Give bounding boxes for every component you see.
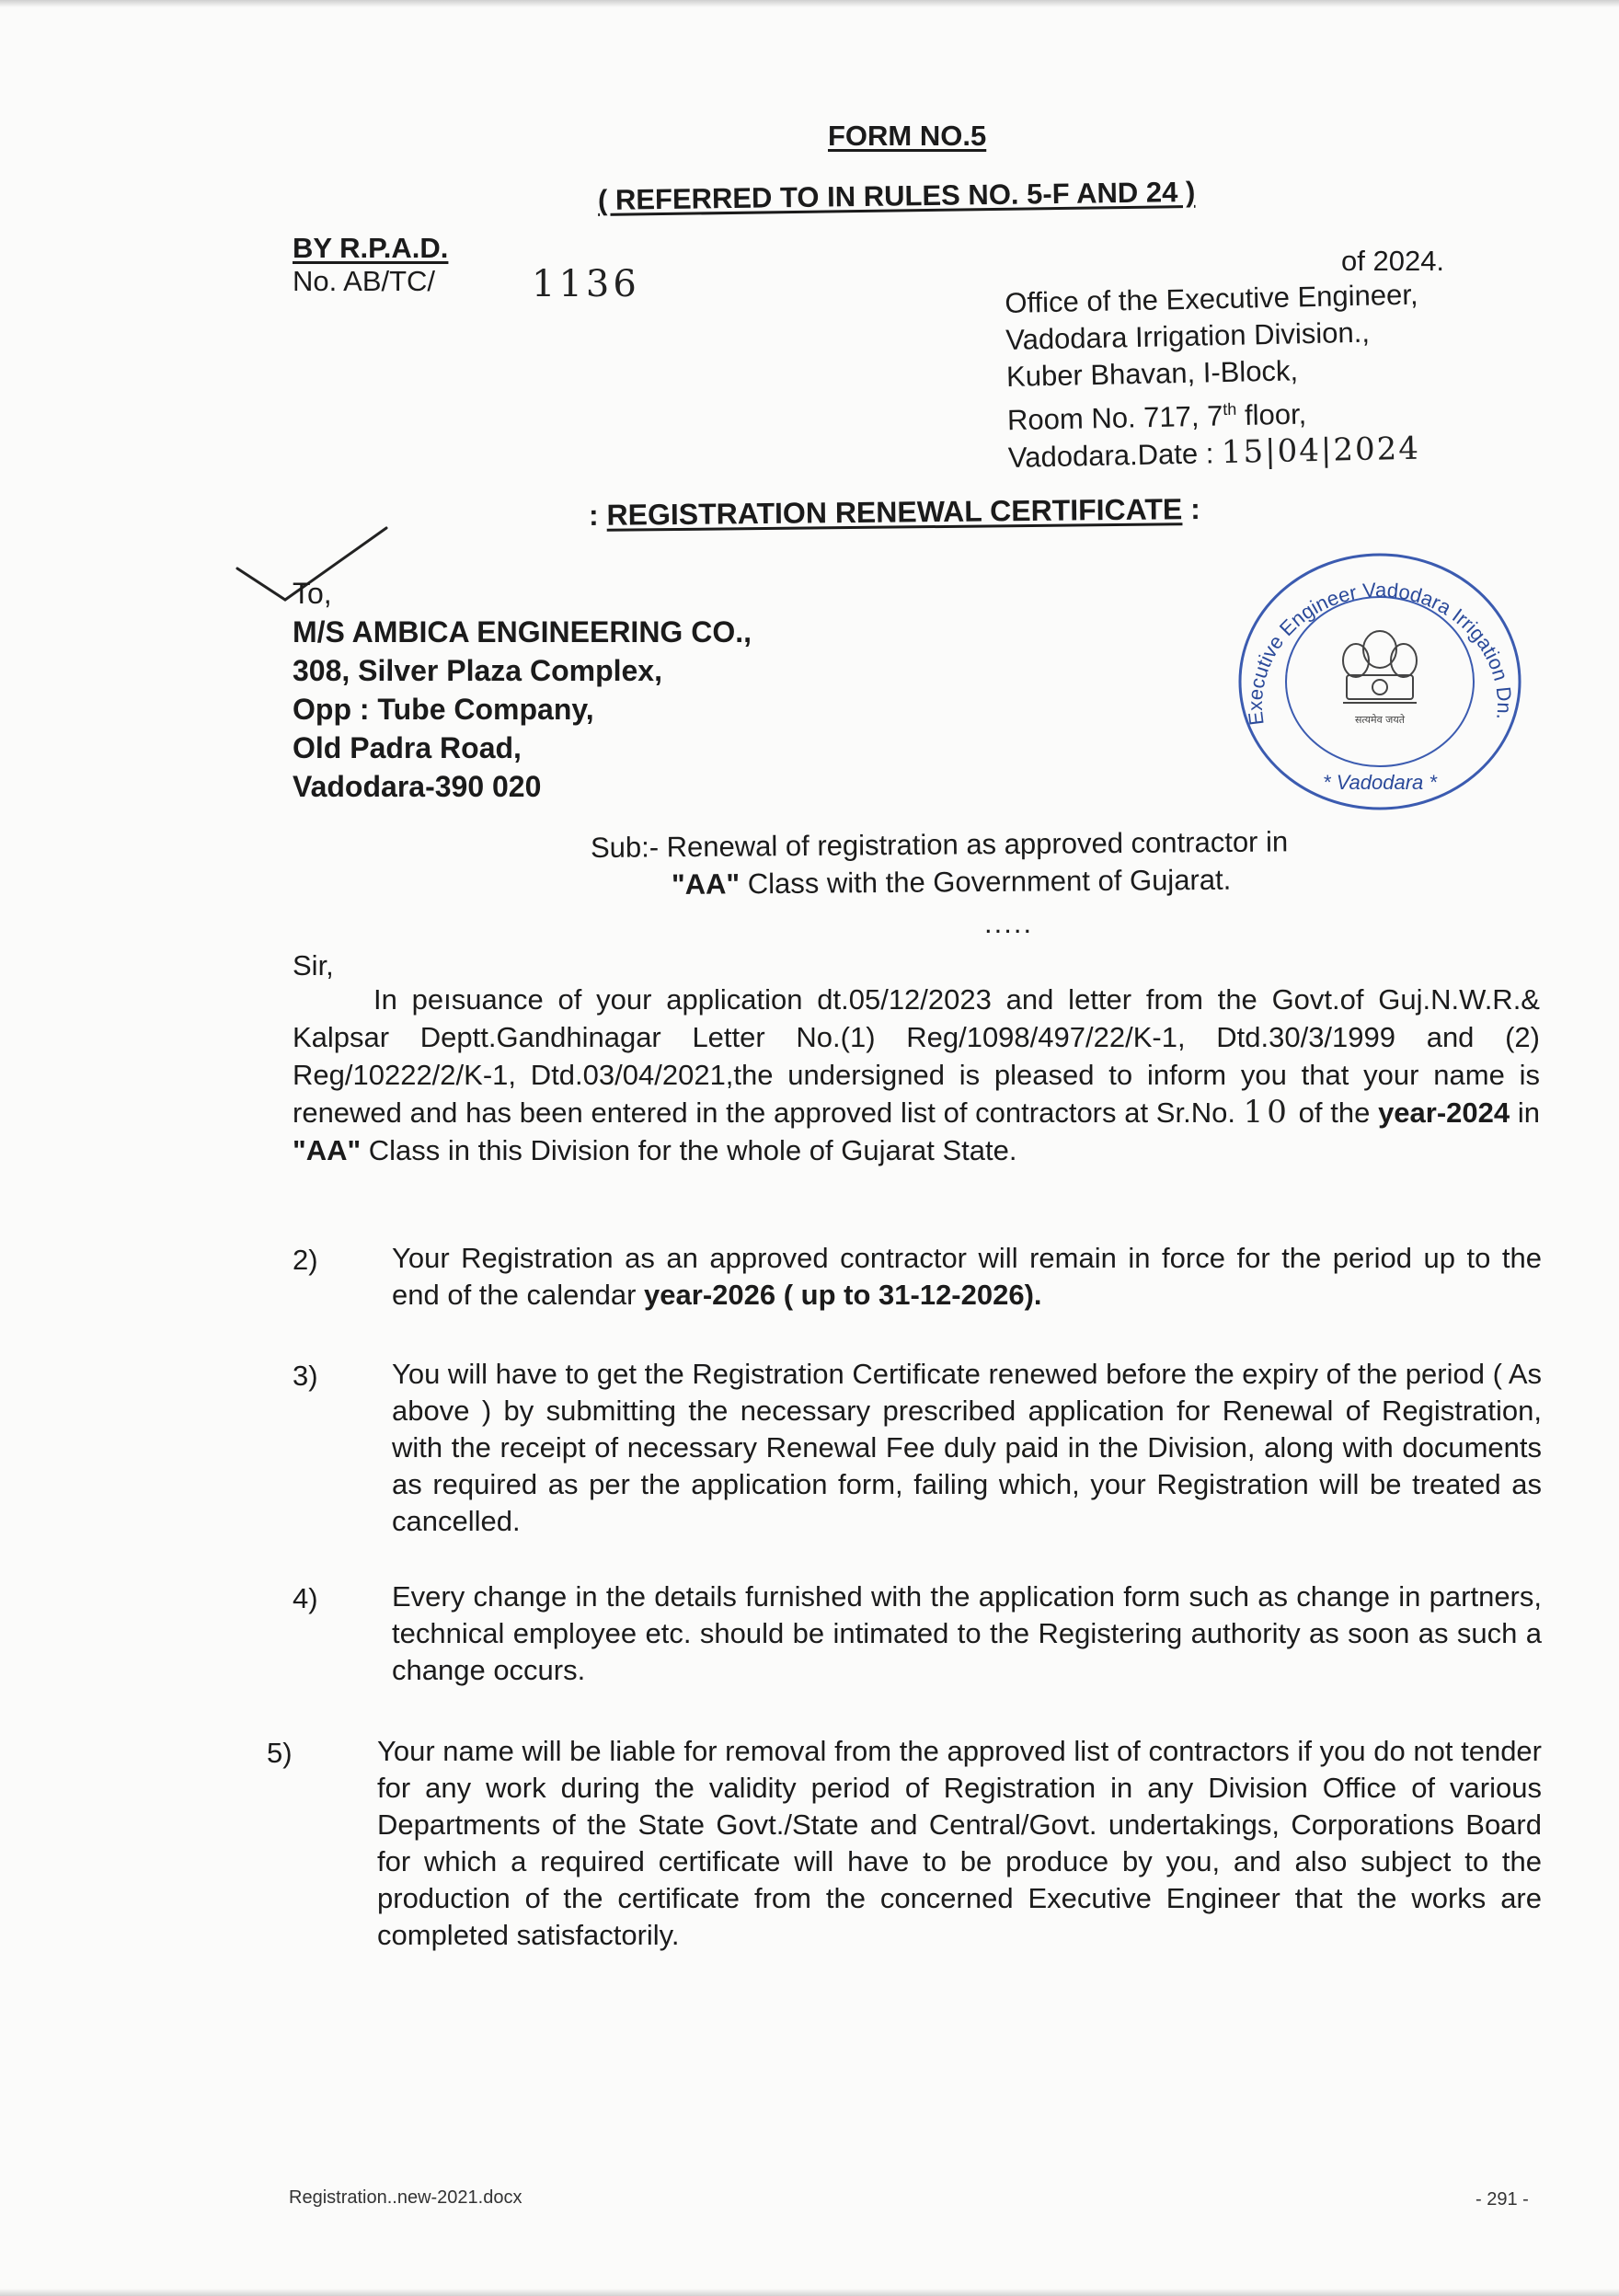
clause-2-text xyxy=(392,1240,1542,1314)
date-label: Vadodara.Date : xyxy=(1007,437,1223,475)
scan-edge-top xyxy=(0,0,1619,7)
subject-dots: ..... xyxy=(984,907,1034,939)
clause-4-number: 4) xyxy=(293,1582,318,1614)
scan-edge-bottom xyxy=(0,2289,1619,2296)
office-line-2: Vadodara Irrigation Division., xyxy=(1005,316,1371,356)
dispatch-number-prefix: No. AB/TC/ xyxy=(293,265,436,297)
seal-arc-right: Vadodara Irrigation Dn. xyxy=(1361,578,1517,721)
footer-filename: Registration..new-2021.docx xyxy=(289,2187,522,2208)
paragraph-1 xyxy=(293,981,1540,1169)
recipient-address-1: 308, Silver Plaza Complex, xyxy=(293,654,662,687)
clause-3-number: 3) xyxy=(293,1360,318,1392)
certificate-heading xyxy=(589,490,1200,534)
dispatch-number-handwritten: 1136 xyxy=(532,263,640,305)
clause-4-text: Every change in the details furnished with the application form such as change in partners, technical employee etc. should be intimated to the Registering authority as soon as such a change occurs. xyxy=(392,1580,1542,1686)
heading-title: REGISTRATION RENEWAL CERTIFICATE xyxy=(606,492,1183,532)
para1-class: "AA" xyxy=(293,1134,362,1166)
seal-arc-left: Executive Engineer xyxy=(1243,580,1359,727)
recipient-name: M/S AMBICA ENGINEERING CO., xyxy=(293,615,752,649)
dispatch-year: of 2024. xyxy=(1341,245,1445,277)
recipient-to: To, xyxy=(293,577,332,610)
clause-5-number: 5) xyxy=(267,1737,293,1769)
subject-class: "AA" xyxy=(671,867,741,901)
heading-suffix: : xyxy=(1182,492,1201,526)
para1-text-b: of the xyxy=(1290,1096,1379,1129)
date-handwritten: 15|04|2024 xyxy=(1221,430,1421,472)
footer-page-number: - 291 - xyxy=(1475,2189,1529,2210)
office-floor: floor, xyxy=(1236,397,1307,432)
seal-arc-text xyxy=(1244,579,1516,727)
subject-line-2 xyxy=(672,862,1232,903)
heading-prefix: : xyxy=(588,498,607,532)
form-title: FORM NO.5 xyxy=(828,120,987,152)
para1-year: year-2024 xyxy=(1378,1096,1510,1129)
office-date-line xyxy=(1008,430,1422,476)
para1-text-a: In peısuance of your application dt.05/12/2023 and letter from the Govt.of Guj.N.W.R.& Kalpsar Deptt.Gandhinagar Letter No.(1) Reg/1098/497/22/K-1, Dtd.30/3/1999 and (2) Reg/10222/2/K-1, Dtd.03/04/2021,the undersigned is pleased to inform you that your name is renewed and has been entered in the approved list of contractors at Sr.No. xyxy=(293,983,1540,1129)
para1-text-c: in xyxy=(1510,1096,1540,1129)
office-address xyxy=(1005,277,1421,477)
office-line-3: Kuber Bhavan, I-Block, xyxy=(1005,354,1299,393)
subject-class-rest: Class with the Government of Gujarat. xyxy=(740,863,1232,901)
clause-2-body: Your Registration as an approved contractor will remain in force for the period up to the end of the calendar xyxy=(392,1242,1542,1311)
office-floor-sup: th xyxy=(1223,399,1237,419)
clause-2-number: 2) xyxy=(293,1244,318,1276)
office-room: Room No. 717, 7 xyxy=(1006,399,1223,437)
recipient-address-4: Vadodara-390 020 xyxy=(293,770,542,803)
recipient-address-2: Opp : Tube Company, xyxy=(293,693,594,726)
clause-2-bold: year-2026 ( up to 31-12-2026). xyxy=(644,1279,1042,1311)
sr-no-handwritten: 10 xyxy=(1243,1094,1291,1131)
clause-3-text: You will have to get the Registration Certificate renewed before the expiry of the period ( As above ) by submitting the necessary prescribed application for Renewal of Registration, with the receipt of necessary Renewal Fee duly paid in the Division, along with documents as required as per the application form, failing which, your Registration will be treated as cancelled. xyxy=(392,1358,1542,1537)
recipient-block xyxy=(293,574,752,806)
emblem-motto: सत्यमेव जयते xyxy=(1354,714,1406,726)
state-emblem-icon xyxy=(1343,631,1417,703)
dispatch-mode: BY R.P.A.D. xyxy=(293,232,449,264)
recipient-address-3: Old Padra Road, xyxy=(293,731,522,764)
subject-line-1: Sub:- Renewal of registration as approved contractor in xyxy=(590,825,1289,864)
para1-text-d: Class in this Division for the whole of Gujarat State. xyxy=(361,1134,1017,1166)
official-seal xyxy=(1233,548,1527,815)
form-referred: ( REFERRED TO IN RULES NO. 5-F AND 24 ) xyxy=(597,175,1196,216)
office-line-1: Office of the Executive Engineer, xyxy=(1005,278,1418,319)
seal-bottom-text: * Vadodara * xyxy=(1323,771,1437,794)
salutation: Sir, xyxy=(293,949,334,982)
clause-5-text: Your name will be liable for removal from the approved list of contractors if you do not tender for any work during the validity period of Registration in any Division Office of various Departments of the State Govt./State and Central/Govt. undertakings, Corporations Board for which a required certificate will have to be produce by you, and also subject to the production of the certificate from the concerned Executive Engineer that the works are completed satisfactorily. xyxy=(377,1735,1542,1951)
